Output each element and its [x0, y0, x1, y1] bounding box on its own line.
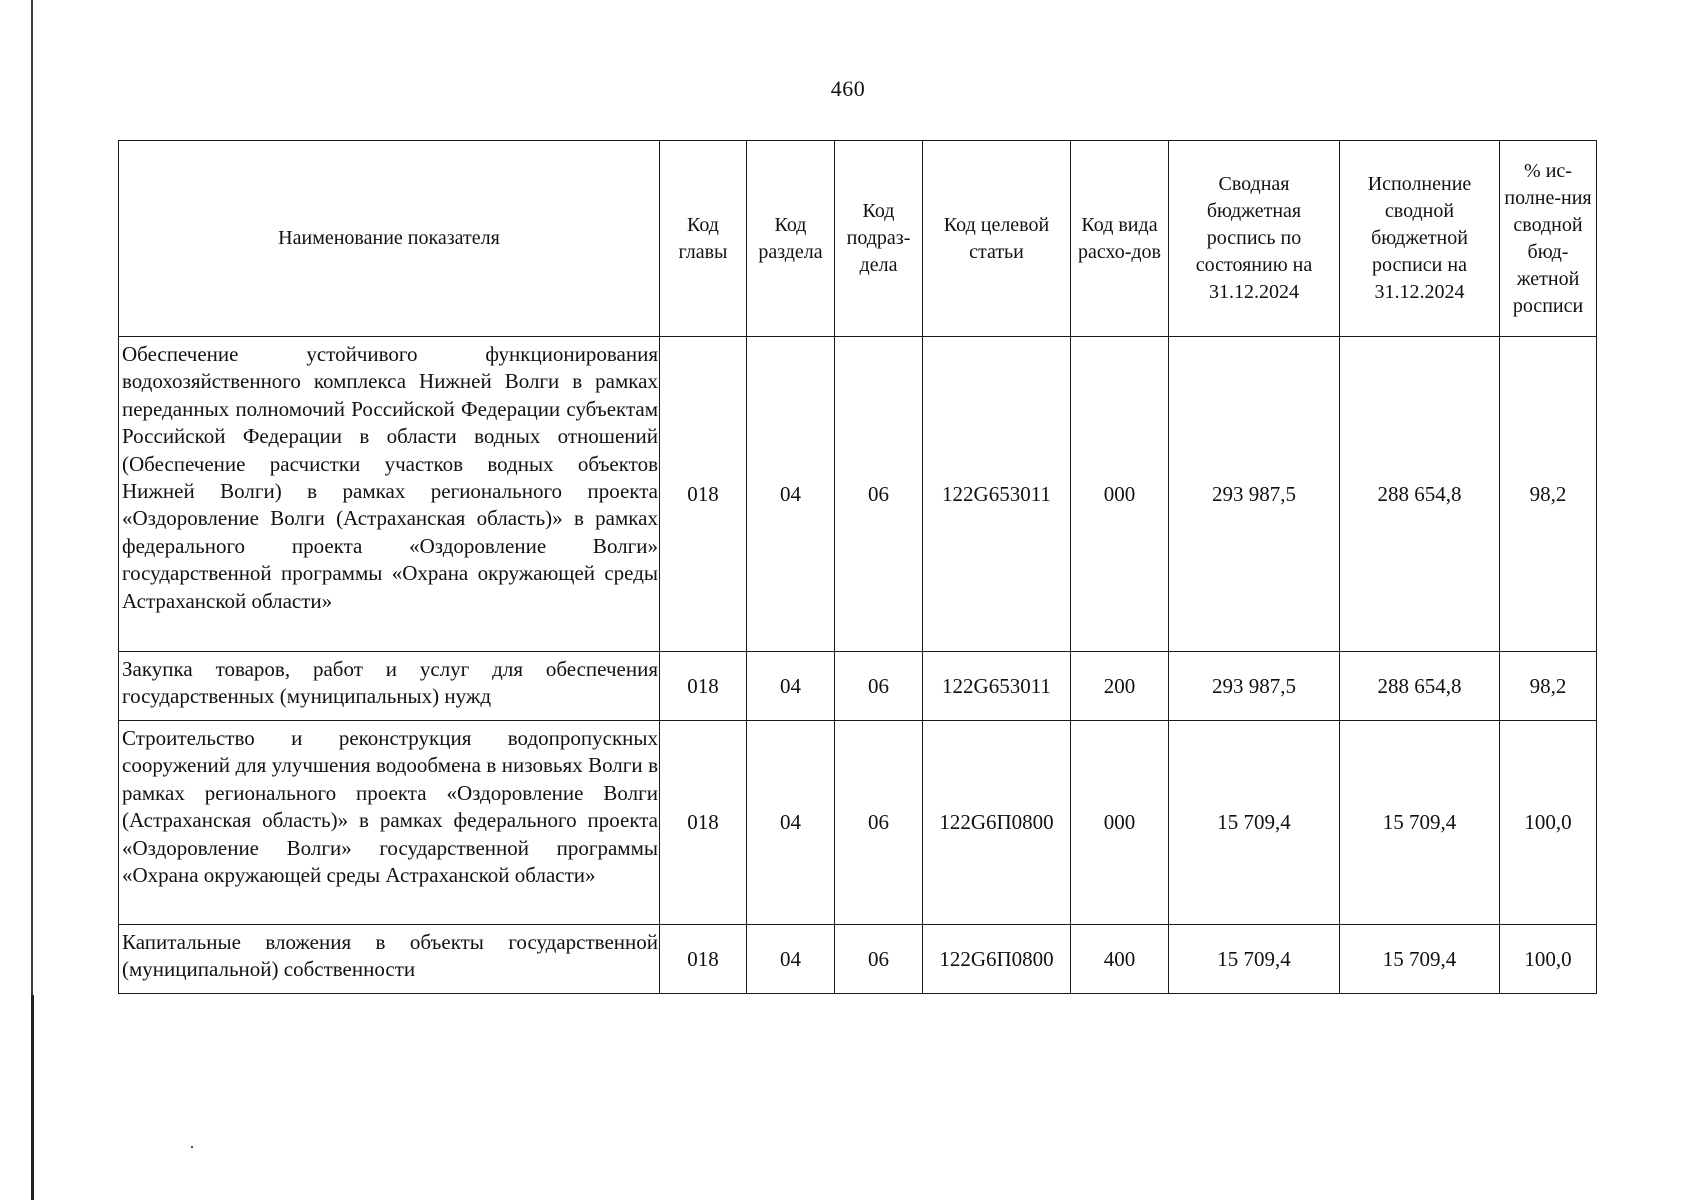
header-subsection-code: Код подраз-дела	[835, 141, 923, 337]
row-section-code: 04	[747, 925, 835, 994]
row-name: Обеспечение устойчивого функционирования водохозяйственного комплекса Нижней Волги в рамках переданных полномочий Российской Федерации субъектам Российской Федерации в области водных отношений (Обеспечение расчистки участков водных объектов Нижней Волги) в рамках регионального проекта «Оздоровление Волги (Астраханская область)» в рамках федерального проекта «Оздоровление Волги» государственной программы «Охрана окружающей среды Астраханской области»	[119, 337, 660, 652]
row-planned-value: 293 987,5	[1169, 337, 1340, 652]
row-chapter-code: 018	[660, 652, 747, 721]
row-planned-value: 293 987,5	[1169, 652, 1340, 721]
row-section-code: 04	[747, 721, 835, 925]
row-name: Капитальные вложения в объекты государственной (муниципальной) собственности	[119, 925, 660, 994]
row-percent-value: 100,0	[1500, 721, 1597, 925]
header-expense-type-code: Код вида расхо-дов	[1071, 141, 1169, 337]
row-planned-value: 15 709,4	[1169, 721, 1340, 925]
row-name: Закупка товаров, работ и услуг для обеспечения государственных (муниципальных) нужд	[119, 652, 660, 721]
row-expense-type-code: 200	[1071, 652, 1169, 721]
row-target-code: 122G653011	[923, 337, 1071, 652]
header-chapter-code: Код главы	[660, 141, 747, 337]
header-target-code: Код целевой статьи	[923, 141, 1071, 337]
row-section-code: 04	[747, 337, 835, 652]
row-target-code: 122G6П0800	[923, 721, 1071, 925]
table-header-row	[119, 141, 1597, 337]
header-executed-budget: Исполнение сводной бюджетной росписи на 31.12.2024	[1340, 141, 1500, 337]
row-executed-value: 288 654,8	[1340, 652, 1500, 721]
header-planned-budget: Сводная бюджетная роспись по состоянию на 31.12.2024	[1169, 141, 1340, 337]
row-percent-value: 98,2	[1500, 652, 1597, 721]
header-indicator-name: Наименование показателя	[119, 141, 660, 337]
header-execution-percent: % ис-полне-ния сводной бюд-жетной росписи	[1500, 141, 1597, 337]
table-row	[119, 925, 1597, 994]
row-planned-value: 15 709,4	[1169, 925, 1340, 994]
header-section-code: Код раздела	[747, 141, 835, 337]
row-chapter-code: 018	[660, 721, 747, 925]
scan-speck	[191, 1146, 193, 1148]
row-expense-type-code: 000	[1071, 337, 1169, 652]
row-subsection-code: 06	[835, 652, 923, 721]
row-executed-value: 288 654,8	[1340, 337, 1500, 652]
row-percent-value: 98,2	[1500, 337, 1597, 652]
row-percent-value: 100,0	[1500, 925, 1597, 994]
page-edge-shadow	[31, 995, 34, 1200]
row-expense-type-code: 000	[1071, 721, 1169, 925]
table-row	[119, 337, 1597, 652]
row-name: Строительство и реконструкция водопропускных сооружений для улучшения водообмена в низовьях Волги в рамках регионального проекта «Оздоровление Волги (Астраханская область)» в рамках федерального проекта «Оздоровление Волги» государственной программы «Охрана окружающей среды Астраханской области»	[119, 721, 660, 925]
row-chapter-code: 018	[660, 337, 747, 652]
row-chapter-code: 018	[660, 925, 747, 994]
row-target-code: 122G653011	[923, 652, 1071, 721]
row-section-code: 04	[747, 652, 835, 721]
row-executed-value: 15 709,4	[1340, 721, 1500, 925]
budget-table	[118, 140, 1597, 994]
table-row	[119, 652, 1597, 721]
row-subsection-code: 06	[835, 337, 923, 652]
row-target-code: 122G6П0800	[923, 925, 1071, 994]
row-subsection-code: 06	[835, 721, 923, 925]
row-expense-type-code: 400	[1071, 925, 1169, 994]
row-subsection-code: 06	[835, 925, 923, 994]
table-row	[119, 721, 1597, 925]
page-number: 460	[830, 76, 866, 101]
row-executed-value: 15 709,4	[1340, 925, 1500, 994]
